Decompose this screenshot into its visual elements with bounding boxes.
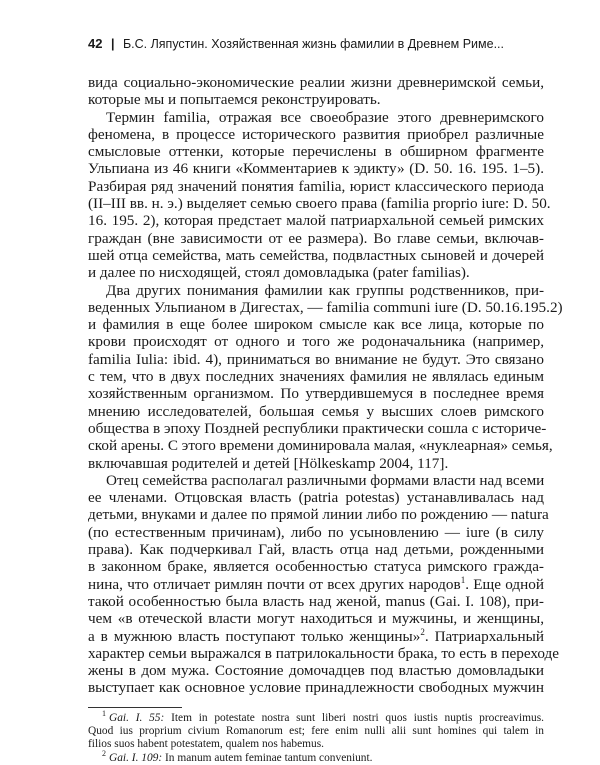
text-line: и фамилия в еще более широком смысле как все лица, которые по	[88, 316, 544, 334]
paragraph-3	[88, 281, 563, 472]
text-line: Два других понимания фамилии как группы родственников, при-	[106, 281, 544, 299]
text-line: права). Как подчеркивал Гай, власть отца над детьми, рожденными	[88, 541, 544, 559]
text-line: Ульпиана из 46 книги «Комментариев к эдикту» (D. 50. 16. 195. 1–5).	[88, 160, 544, 178]
text-line	[88, 576, 544, 593]
text-segment: а в мужнюю власть поступают только женщины»	[88, 627, 421, 645]
text-line: характер семьи выражался в патрилокальности брака, то есть в переходе	[88, 644, 560, 662]
text-line: Разбирая ряд значений понятия familia, юрист классического периода	[88, 177, 544, 195]
text-line: крови происходят от одного и того же родоначальника (например,	[88, 333, 544, 351]
footnote-1	[88, 708, 544, 752]
footnote-source: Gai. I. 55:	[109, 711, 165, 724]
footnote-2	[88, 748, 544, 765]
footnote-divider	[88, 707, 182, 708]
text-line: шей отца семейства, мать семейства, подвластных сыновей и дочерей	[88, 246, 544, 264]
paragraph-1	[88, 74, 544, 109]
text-line: мнению исследователей, большая семья у высших слоев римского	[88, 402, 544, 420]
text-segment: . Патриархальный	[424, 627, 544, 645]
footnotes	[88, 708, 544, 765]
footnote-text: In manum autem feminae tantum conveniunt.	[165, 751, 373, 764]
footnote-line: filios suos habent potestatem, qualem nos habemus.	[88, 738, 324, 751]
text-line: хозяйственным организмом. По утвердившемуся в последнее время	[88, 385, 544, 403]
header-separator: |	[110, 37, 115, 51]
book-page	[88, 36, 563, 765]
text-line: включавшая родителей и детей [Hölkeskamp 2004, 117].	[88, 454, 449, 472]
page-number: 42	[88, 36, 103, 51]
text-line: вида социально-экономические реалии жизни древнеримской семьи,	[88, 74, 544, 91]
text-line: феномена, в процессе исторического развития приобрел различные	[88, 125, 544, 143]
text-line: жены в дом мужа. Состояние домочадцев под властью домовладыки	[88, 662, 544, 680]
running-title: Б.С. Ляпустин. Хозяйственная жизнь фамилии в Древнем Риме...	[122, 37, 504, 51]
text-line: такой особенностью была власть над женой, manus (Gai. I. 108), при-	[88, 592, 544, 610]
text-line: которые мы и попытаемся реконструировать.	[88, 91, 381, 109]
main-text	[88, 74, 563, 697]
text-line: детьми, внуками и далее по прямой линии либо по рождению — natura	[88, 506, 549, 524]
footnote-mark: 1	[102, 708, 106, 718]
footnote-mark: 2	[102, 748, 106, 758]
text-line: и далее по нисходящей, стоял домовладыка (pater familias).	[88, 264, 470, 282]
footnote-ref-2[interactable]: 2	[420, 626, 425, 637]
paragraph-4	[88, 471, 560, 697]
footnote-ref-1[interactable]: 1	[460, 574, 466, 585]
footnote-source: Gai. I. 109:	[109, 751, 163, 764]
paragraph-2	[88, 108, 551, 282]
text-line: 16. 195. 2), которая предстает малой патриархальной семьей римских	[88, 212, 544, 230]
text-line: Термин familia, отражая все своеобразие этого древнеримского	[106, 108, 544, 126]
text-line: в законном браке, является особенностью статуса римского гражда-	[88, 558, 544, 576]
footnote-line	[88, 748, 544, 765]
footnote-line: Quod ius proprium civium Romanorum est; fere enim nulli alii sunt homines qui talem in	[88, 724, 544, 737]
text-line: Отец семейства располагал различными формами власти над всеми	[106, 471, 545, 489]
text-line: смысловые оттенки, которые перечислены в обширном фрагменте	[88, 143, 544, 161]
text-line: чем «в отеческой власти могут находиться и мужчины, и женщины,	[88, 610, 544, 628]
text-line: веденных Ульпианом в Дигестах, — familia communi iure (D. 50.16.195.2)	[88, 298, 563, 316]
text-line: выступает как основное условие принадлежности свободных мужчин	[88, 679, 544, 697]
text-segment: нина, что отличает римлян почти от всех других народов	[88, 575, 461, 593]
running-header	[88, 36, 544, 52]
text-line: ской арены. С этого времени доминировала малая, «нуклеарная» семья,	[88, 437, 553, 455]
text-line: ее членами. Отцовская власть (patria potestas) устанавливалась над	[88, 489, 544, 507]
text-line: граждан (вне зависимости от ее размера). Во главе семьи, включав-	[88, 229, 544, 247]
text-line: с тем, что в двух последних значениях фамилия не являлась единым	[88, 368, 544, 386]
footnote-text: Item in potestate nostra sunt liberi nostri quos iustis nuptis procreavimus.	[171, 711, 544, 724]
text-line: familia Iulia: ibid. 4), приниматься во внимание не будут. Это связано	[88, 350, 544, 368]
text-line: (по естественным причинам), либо по усыновлению — iure (в силу	[88, 523, 544, 541]
text-segment: . Еще одной	[465, 575, 544, 593]
text-line: (II–III вв. н. э.) выделяет семью своего права (familia proprio iure: D. 50.	[88, 195, 551, 213]
footnote-line	[88, 708, 544, 725]
text-line: общества в эпоху Поздней республики практически сошла с историче-	[88, 419, 547, 437]
text-line	[88, 628, 544, 645]
